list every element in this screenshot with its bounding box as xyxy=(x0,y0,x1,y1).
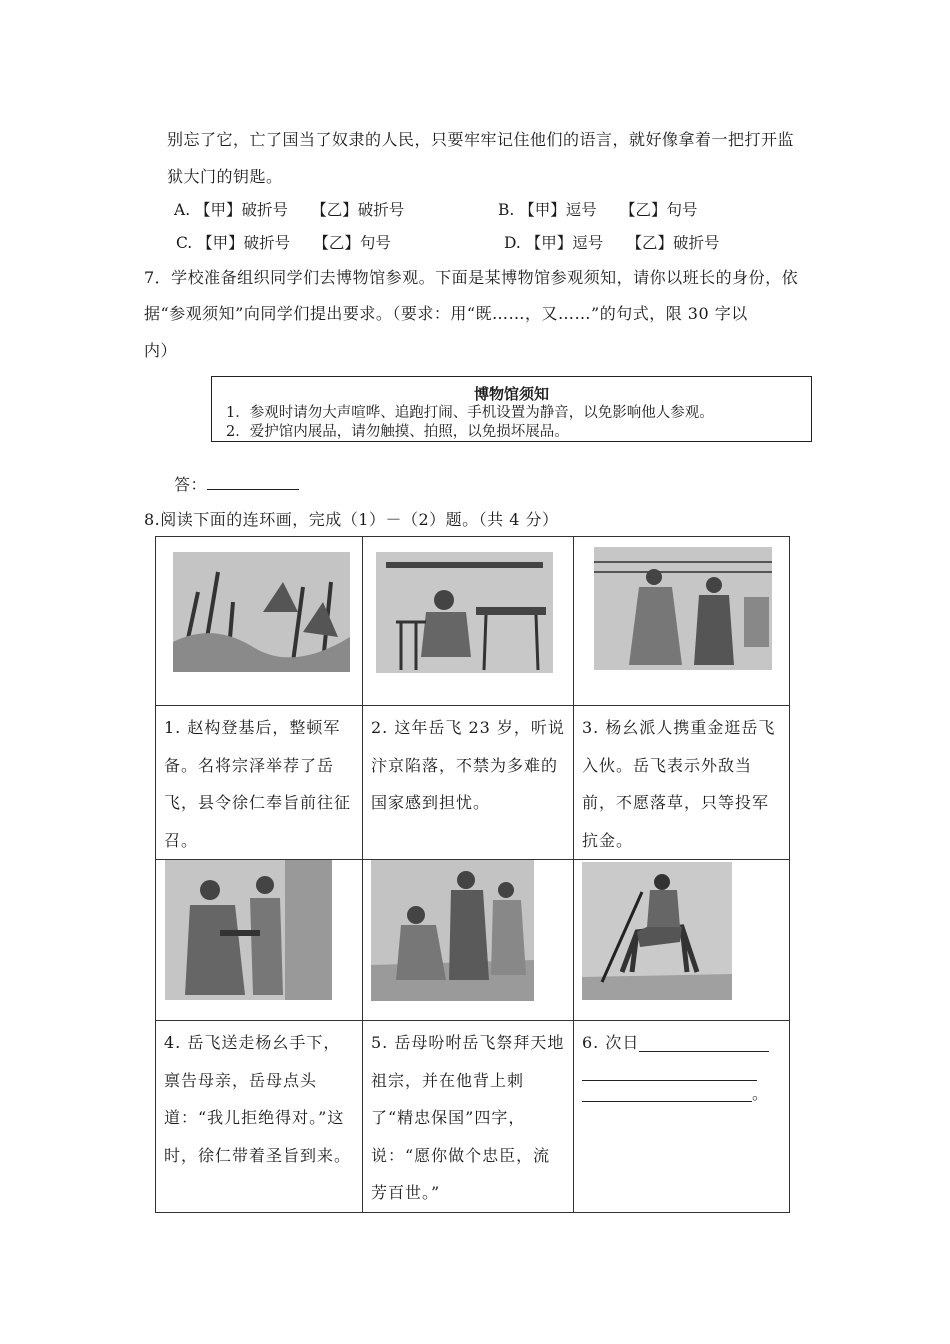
comic-caption-cell-2 xyxy=(363,706,574,860)
comic-caption-4: 4. 岳飞送走杨幺手下，禀告母亲，岳母点头道：“我儿拒绝得对。”这时，徐仁带着圣旨到来。 xyxy=(164,1033,352,1165)
question-7-line-2: 据“参观须知”向同学们提出要求。（要求：用“既……，又……”的句式，限 30 字以 xyxy=(144,304,748,323)
comic-caption-1: 1. 赵构登基后，整顿军备。名将宗泽举荐了岳飞，县令徐仁奉旨前往征召。 xyxy=(164,718,352,850)
caption-6-blank-3[interactable] xyxy=(582,1077,752,1102)
comic-image-cell-2 xyxy=(363,537,574,706)
option-c: C. 【甲】破折号 【乙】句号 xyxy=(176,234,391,252)
option-b: B. 【甲】逗号 【乙】句号 xyxy=(498,201,698,219)
notice-item-1: 1．参观时请勿大声喧哗、追跑打闹、手机设置为静音，以免影响他人参观。 xyxy=(226,405,714,421)
comic-image-5 xyxy=(371,860,534,1001)
museum-notice-box xyxy=(211,376,812,442)
answer-row xyxy=(174,472,299,495)
comic-caption-6 xyxy=(574,1021,789,1112)
comic-image-cell-6 xyxy=(574,860,790,1021)
question-7-line-3: 内） xyxy=(144,341,178,360)
comic-caption-6-end: 。 xyxy=(751,1083,769,1103)
comic-caption-cell-1 xyxy=(156,706,363,860)
answer-label: 答： xyxy=(174,475,208,494)
comic-image-cell-1 xyxy=(156,537,363,706)
comic-image-6 xyxy=(582,862,732,1000)
comic-caption-cell-5 xyxy=(363,1021,574,1213)
comic-caption-6-prefix: 6. 次日 xyxy=(582,1033,640,1052)
comic-image-cell-4 xyxy=(156,860,363,1021)
comic-image-cell-3 xyxy=(574,537,790,706)
comic-image-3 xyxy=(594,547,772,670)
comic-image-cell-5 xyxy=(363,860,574,1021)
comic-image-2 xyxy=(376,552,553,673)
question-8-title: 8.阅读下面的连环画，完成（1）－（2）题。（共 4 分） xyxy=(144,510,559,529)
option-d: D. 【甲】逗号 【乙】破折号 xyxy=(504,234,720,252)
caption-6-blank-1[interactable] xyxy=(639,1027,769,1052)
comic-caption-cell-4 xyxy=(156,1021,363,1213)
option-a: A. 【甲】破折号 【乙】破折号 xyxy=(174,201,405,219)
notice-title: 博物馆须知 xyxy=(473,385,549,403)
comic-image-1 xyxy=(173,552,350,672)
answer-blank[interactable] xyxy=(207,473,299,490)
comic-image-4 xyxy=(165,860,332,1000)
comic-caption-5: 5. 岳母吩咐岳飞祭拜天地祖宗，并在他背上刺了“精忠保国”四字，说：“愿你做个忠臣，流芳百世。” xyxy=(371,1033,565,1202)
comic-strip-table xyxy=(155,536,790,1213)
question-7-line-1: 7．学校准备组织同学们去博物馆参观。下面是某博物馆参观须知，请你以班长的身份，依 xyxy=(144,268,799,287)
passage-line-1: 别忘了它，亡了国当了奴隶的人民，只要牢牢记住他们的语言，就好像拿着一把打开监 xyxy=(167,130,795,149)
notice-item-2: 2．爱护馆内展品，请勿触摸、拍照，以免损坏展品。 xyxy=(226,424,569,440)
comic-caption-2: 2. 这年岳飞 23 岁，听说汴京陷落，不禁为多难的国家感到担忧。 xyxy=(371,718,565,812)
comic-caption-cell-6 xyxy=(574,1021,790,1213)
comic-caption-cell-3 xyxy=(574,706,790,860)
passage-line-2: 狱大门的钥匙。 xyxy=(167,167,283,186)
comic-caption-3: 3. 杨幺派人携重金逛岳飞入伙。岳飞表示外敌当前，不愿落草，只等投军抗金。 xyxy=(582,718,776,850)
